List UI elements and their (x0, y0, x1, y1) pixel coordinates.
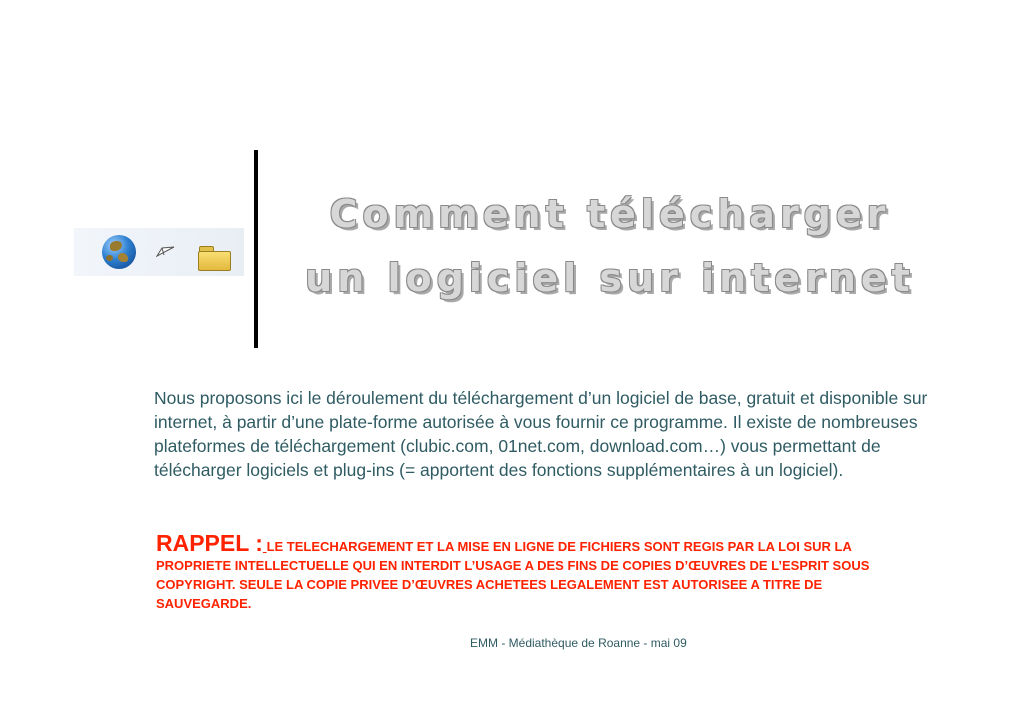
footer-credit: EMM - Médiathèque de Roanne - mai 09 (470, 636, 687, 650)
legal-notice (156, 530, 896, 613)
intro-paragraph: Nous proposons ici le déroulement du téléchargement d’un logiciel de base, gratuit et disponible sur internet, à partir d’une plate-forme autorisée à vous fournir ce programme. Il existe de nombreuses plateformes de téléchargement (clubic.com, 01net.com, download.com…) vous permettant de télécharger logiciels et plug-ins (= apportent des fonctions supplémentaires à un logiciel). (154, 388, 928, 480)
legal-notice-text: LE TELECHARGEMENT ET LA MISE EN LIGNE DE FICHIERS SONT REGIS PAR LA LOI SUR LA PROPRIETE INTELLECTUELLE QUI EN INTERDIT L’USAGE A DES FINS DE COPIES D’ŒUVRES DE L’ESPRIT SOUS COPYRIGHT. SEULE LA COPIE PRIVEE D’ŒUVRES ACHETEES LEGALEMENT EST AUTORISEE A TITRE DE SAUVEGARDE. (156, 539, 870, 611)
page-title-line-2: un logiciel sur internet (305, 256, 915, 300)
globe-icon (102, 235, 136, 269)
vertical-divider (254, 150, 258, 348)
download-illustration (74, 228, 244, 276)
legal-notice-label: RAPPEL : (156, 530, 263, 556)
paper-plane-icon (156, 244, 176, 258)
folder-icon (198, 246, 230, 270)
page-title-line-1: Comment télécharger (329, 192, 891, 236)
